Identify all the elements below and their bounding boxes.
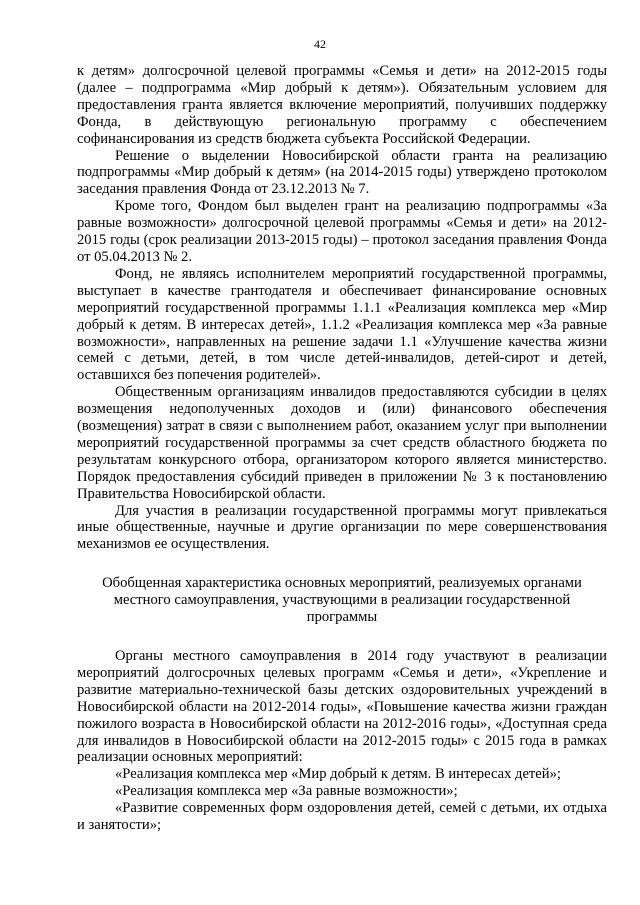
list-item: «Развитие современных форм оздоровления детей, семей с детьми, их отдыха и занятости»; bbox=[77, 800, 607, 834]
paragraph-equal-opportunities-grant: Кроме того, Фондом был выделен грант на реализацию подпрограммы «За равные возможности» долгосрочной целевой программы «Семья и дети» на 2012-2015 годы (срок реализации 2013-2015 годы) – протокол заседания правления Фонда от 05.04.2013 № 2. bbox=[77, 198, 607, 265]
list-item: «Реализация комплекса мер «Мир добрый к детям. В интересах детей»; bbox=[115, 766, 561, 783]
page-number: 42 bbox=[314, 37, 326, 51]
paragraph-subsidies: Общественным организациям инвалидов предоставляются субсидии в целях возмещения недополученных доходов и (или) финансового обеспечения (возмещения) затрат в связи с выполнением работ, оказанием услуг при выполнении мероприятий государственной программы за счет средств областного бюджета по результатам конкурсного отбора, организатором которого является министерство. Порядок предоставления субсидий приведен в приложении № 3 к постановлению Правительства Новосибирской области. bbox=[77, 384, 607, 502]
list-item: «Реализация комплекса мер «За равные возможности»; bbox=[115, 783, 458, 800]
paragraph-fund-role: Фонд, не являясь исполнителем мероприятий государственной программы, выступает в качестве грантодателя и обеспечивает финансирование основных мероприятий государственной программы 1.1.1 «Реализация комплекса мер «Мир добрый к детям. В интересах детей», 1.1.2 «Реализация комплекса мер «За равные возможности», направленных на решение задачи 1.1 «Улучшение качества жизни семей с детьми, детей, в том числе детей-инвалидов, детей-сирот и детей, оставшихся без попечения родителей». bbox=[77, 265, 607, 384]
paragraph-grant-decision: Решение о выделении Новосибирской области гранта на реализацию подпрограммы «Мир добрый к детям» (на 2014-2015 годы) утверждено протоколом заседания правления Фонда от 23.12.2013 № 7. bbox=[77, 147, 607, 198]
section-heading: Обобщенная характеристика основных мероприятий, реализуемых органами местного самоуправления, участвующими в реализации государственной программы bbox=[102, 575, 582, 626]
document-body bbox=[77, 63, 607, 834]
paragraph-municipal-bodies: Органы местного самоуправления в 2014 году участвуют в реализации мероприятий долгосрочных целевых программ «Семья и дети», «Укрепление и развитие материально-технической базы детских оздоровительных учреждений в Новосибирской области на 2012-2014 годы», «Повышение качества жизни граждан пожилого возраста в Новосибирской области на 2012-2016 годы», «Доступная среда для инвалидов в Новосибирской области на 2012-2015 годы» с 2015 года в рамках реализации основных мероприятий: bbox=[77, 648, 607, 766]
paragraph-grant-condition: к детям» долгосрочной целевой программы «Семья и дети» на 2012-2015 годы (далее – подпрограмма «Мир добрый к детям»). Обязательным условием для предоставления гранта является включение мероприятий, получивших поддержку Фонда, в действующую региональную программу с обеспечением софинансирования из средств бюджета субъекта Российской Федерации. bbox=[77, 63, 607, 147]
paragraph-other-organizations: Для участия в реализации государственной программы могут привлекаться иные общественные, научные и другие организации по мере совершенствования механизмов ее осуществления. bbox=[77, 502, 607, 553]
